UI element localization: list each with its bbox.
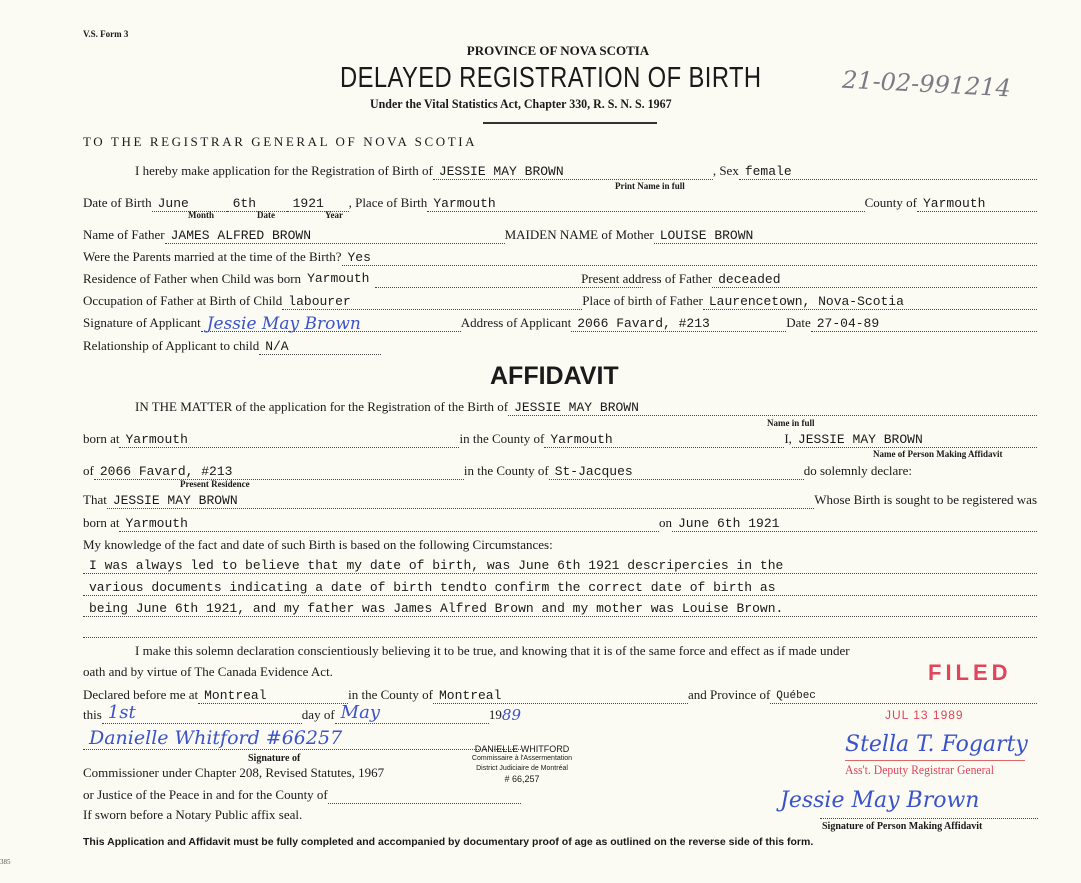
label: of xyxy=(83,463,94,478)
dob-year-field[interactable]: 1921 xyxy=(287,197,349,212)
caption: Print Name in full xyxy=(615,181,685,191)
label: Date of Birth xyxy=(83,195,152,210)
label: Signature of Applicant xyxy=(83,315,201,330)
stamp-number: # 66,257 xyxy=(504,774,540,784)
filed-stamp: FILED xyxy=(928,660,1012,685)
row-applicant-name xyxy=(83,162,1037,180)
row-married xyxy=(83,248,1037,266)
print-code: 385 xyxy=(0,858,11,866)
row-occupation xyxy=(83,292,1037,310)
label: Commissioner under Chapter 208, Revised Statutes, 1967 xyxy=(83,765,385,780)
caption: Name of Person Making Affidavit xyxy=(873,449,1003,459)
footer-notice: This Application and Affidavit must be fully completed and accompanied by documentary proof of age as outlined on the reverse side of this form. xyxy=(83,836,814,848)
row-solemn-1 xyxy=(83,642,1037,660)
label: Occupation of Father at Birth of Child xyxy=(83,293,283,308)
father-birthplace-field[interactable]: Laurencetown, Nova-Scotia xyxy=(703,295,1037,310)
relationship-field[interactable]: N/A xyxy=(259,340,381,355)
label: County of xyxy=(864,195,917,210)
residence-county-field[interactable]: St-Jacques xyxy=(549,465,804,480)
row-justice xyxy=(83,786,521,804)
month-field[interactable]: May xyxy=(335,703,489,724)
subtitle: Under the Vital Statistics Act, Chapter 330, R. S. N. S. 1967 xyxy=(370,96,672,111)
registrar-title: Ass't. Deputy Registrar General xyxy=(845,762,994,777)
dotted-line xyxy=(820,818,1038,819)
caption: Signature of xyxy=(248,753,301,764)
circumstances-field[interactable]: being June 6th 1921, and my father was James Alfred Brown and my mother was Louise Brown. xyxy=(83,602,1037,617)
caption: Name in full xyxy=(767,418,815,428)
label: Date xyxy=(786,315,811,330)
occupation-field[interactable]: labourer xyxy=(282,295,582,310)
place-of-birth-field[interactable]: Yarmouth xyxy=(427,197,864,212)
row-signature xyxy=(83,314,1037,332)
dotted-line xyxy=(375,287,643,288)
commissioner-signature[interactable]: Danielle Whitford #66257 xyxy=(83,727,521,750)
handwritten-registration-number: 21-02-991214 xyxy=(841,65,1012,103)
application-date-field[interactable]: 27-04-89 xyxy=(811,317,1037,332)
declaration-text: oath and by virtue of The Canada Evidence Act. xyxy=(83,664,333,679)
applicant-signature[interactable]: Jessie May Brown xyxy=(201,317,461,332)
stamp-line: Commissaire à l'Assermentation xyxy=(471,755,573,762)
birth-date-field[interactable]: June 6th 1921 xyxy=(672,517,1037,532)
circumstances-field[interactable]: I was always led to believe that my date of birth, was June 6th 1921 descripercies in the xyxy=(83,559,1037,574)
caption: Date xyxy=(257,210,275,220)
label: I hereby make application for the Registration of Birth of xyxy=(135,163,433,178)
form-id: V.S. Form 3 xyxy=(83,29,129,39)
province-heading: PROVINCE OF NOVA SCOTIA xyxy=(466,43,650,58)
stamp-line: District Judiciaire de Montréal xyxy=(476,765,568,772)
registrar-signature-line xyxy=(845,760,1025,761)
label: That xyxy=(83,492,107,507)
label: and Province of xyxy=(687,687,771,702)
row-declared xyxy=(83,686,1037,704)
label: Address of Applicant xyxy=(460,315,572,330)
affidavit-heading: AFFIDAVIT xyxy=(490,362,619,390)
label: I, xyxy=(784,431,792,446)
circumstances-line xyxy=(83,599,1037,617)
dob-month-field[interactable]: June xyxy=(152,197,227,212)
label: Declared before me at xyxy=(83,687,199,702)
label: , Place of Birth xyxy=(348,195,428,210)
sex-field[interactable]: female xyxy=(739,165,1037,180)
label: in the County of xyxy=(463,463,549,478)
stamp-name: DANIELLE WHITFORD xyxy=(474,744,570,754)
label: in the County of xyxy=(348,687,433,702)
row-relationship xyxy=(83,337,381,355)
circumstances-line xyxy=(83,556,1037,574)
label: in the County of xyxy=(459,431,545,446)
matter-name-field[interactable]: JESSIE MAY BROWN xyxy=(508,401,1037,416)
row-residence xyxy=(83,270,1037,288)
father-name-field[interactable]: JAMES ALFRED BROWN xyxy=(165,229,505,244)
county-field[interactable]: Yarmouth xyxy=(544,433,784,448)
dob-date-field[interactable]: 6th xyxy=(227,197,287,212)
label: Place of birth of Father xyxy=(582,293,703,308)
row-born-at-on xyxy=(83,514,1037,532)
label: born at xyxy=(83,431,120,446)
row-solemn-2 xyxy=(83,663,1037,681)
row-commissioner-signature xyxy=(83,728,521,750)
born-at-field-2[interactable]: Yarmouth xyxy=(119,517,659,532)
row-that xyxy=(83,491,1037,509)
that-name-field[interactable]: JESSIE MAY BROWN xyxy=(107,494,814,509)
filed-date: JUL 13 1989 xyxy=(885,708,964,722)
present-residence-field[interactable]: 2066 Favard, #213 xyxy=(94,465,464,480)
label: day of xyxy=(301,707,335,722)
row-this-day xyxy=(83,702,521,724)
label: If sworn before a Notary Public affix seal. xyxy=(83,807,303,822)
label: 19 xyxy=(488,707,502,722)
row-knowledge xyxy=(83,536,1037,554)
row-residence xyxy=(83,462,1037,480)
label: Relationship of Applicant to child xyxy=(83,338,260,353)
label: Were the Parents married at the time of the Birth? xyxy=(83,249,342,264)
label: born at xyxy=(83,515,120,530)
label: MAIDEN NAME of Mother xyxy=(504,227,654,242)
caption: Month xyxy=(188,210,215,220)
circumstances-field[interactable]: various documents indicating a date of birth tendto confirm the correct date of birth as xyxy=(83,581,1037,596)
label: Present address of Father xyxy=(581,271,713,286)
label: do solemnly declare: xyxy=(803,463,913,478)
justice-county-field[interactable] xyxy=(328,803,521,804)
label: on xyxy=(659,515,672,530)
row-parents xyxy=(83,226,1037,244)
caption: Signature of Person Making Affidavit xyxy=(822,821,983,832)
label: this xyxy=(83,707,102,722)
label: My knowledge of the fact and date of such Birth is based on the following Circumstances: xyxy=(83,537,553,552)
child-name-field[interactable]: JESSIE MAY BROWN xyxy=(433,165,713,180)
label: , Sex xyxy=(712,163,739,178)
label: Residence of Father when Child was born xyxy=(83,271,302,286)
applicant-address-field[interactable]: 2066 Favard, #213 xyxy=(571,317,786,332)
deponent-name-field[interactable]: JESSIE MAY BROWN xyxy=(792,433,1037,448)
label: IN THE MATTER of the application for the Registration of the Birth of xyxy=(135,399,509,414)
commissioner-stamp xyxy=(462,744,582,784)
mother-name-field[interactable]: LOUISE BROWN xyxy=(654,229,1037,244)
declared-at-field[interactable]: Montreal xyxy=(198,689,348,704)
circumstances-line xyxy=(83,578,1037,596)
day-field[interactable]: 1st xyxy=(102,703,302,724)
row-date-of-birth xyxy=(83,194,1037,212)
deponent-signature: Jessie May Brown xyxy=(780,788,980,813)
circumstances-field[interactable] xyxy=(83,637,1037,638)
row-matter xyxy=(83,398,1037,416)
row-born-at xyxy=(83,430,1037,448)
father-present-address-field[interactable]: deceaded xyxy=(712,273,1037,288)
born-at-field[interactable]: Yarmouth xyxy=(119,433,459,448)
residence-field[interactable]: Yarmouth xyxy=(307,271,370,286)
label: or Justice of the Peace in and for the County of xyxy=(83,787,328,802)
circumstances-line xyxy=(83,620,1037,638)
declared-province-field[interactable]: Québec xyxy=(770,689,1037,704)
caption: Year xyxy=(325,210,343,220)
page-title: DELAYED REGISTRATION OF BIRTH xyxy=(340,62,762,94)
label: Whose Birth is sought to be registered was xyxy=(814,492,1037,507)
year-field[interactable]: 89 xyxy=(501,706,521,724)
registrar-signature: Stella T. Fogarty xyxy=(845,732,1028,757)
addressee: TO THE REGISTRAR GENERAL OF NOVA SCOTIA xyxy=(83,134,478,149)
label: Name of Father xyxy=(83,227,165,242)
declared-county-field[interactable]: Montreal xyxy=(433,689,688,704)
declaration-text: I make this solemn declaration conscientiously believing it to be true, and knowing that it is of the same force and effect as if made under xyxy=(135,643,850,658)
county-field[interactable]: Yarmouth xyxy=(917,197,1037,212)
title-divider xyxy=(483,122,657,124)
married-field[interactable]: Yes xyxy=(342,251,1038,266)
caption: Present Residence xyxy=(180,479,250,489)
